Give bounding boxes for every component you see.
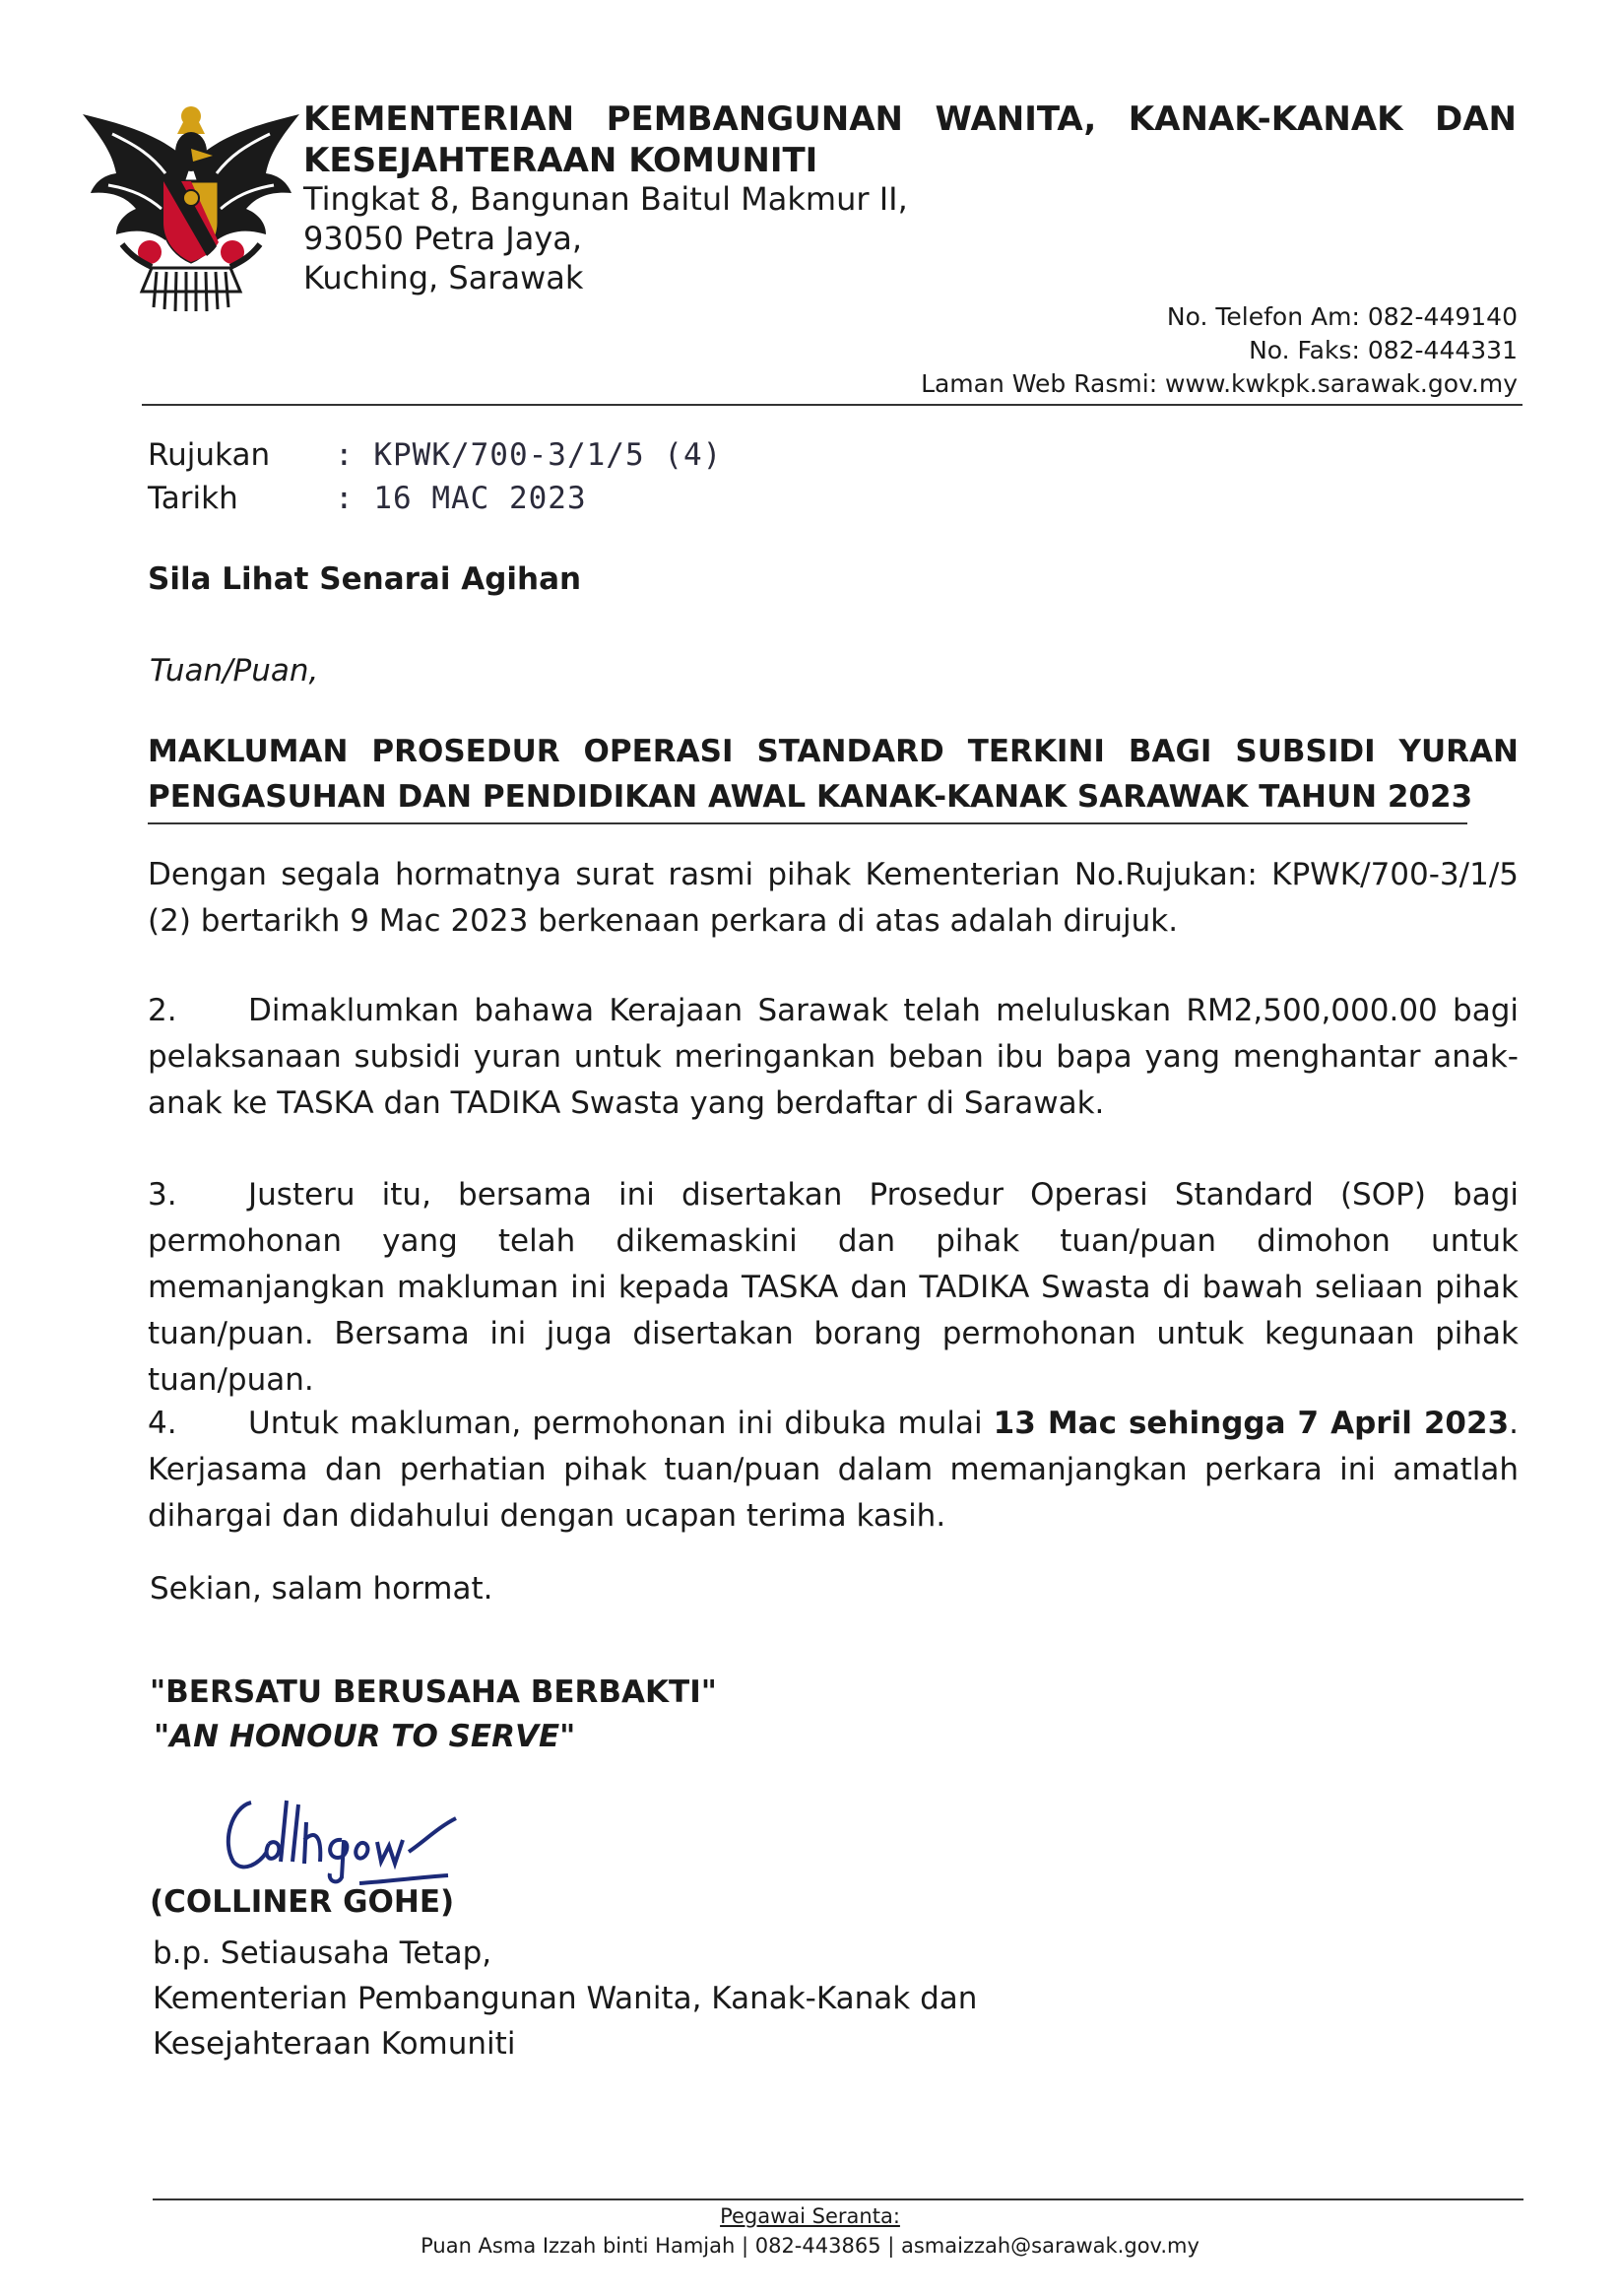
application-period: 13 Mac sehingga 7 April 2023 <box>993 1406 1510 1441</box>
fax-number: No. Faks: 082-444331 <box>1249 336 1518 364</box>
coat-of-arms-icon <box>83 95 299 313</box>
paragraph-number: 3. <box>148 1177 177 1213</box>
reference-row <box>148 433 722 477</box>
phone-number: No. Telefon Am: 082-449140 <box>1166 302 1518 331</box>
address-line: Kuching, Sarawak <box>303 259 584 296</box>
paragraph-2 <box>148 988 1519 1127</box>
ministry-word: WANITA, <box>935 99 1097 139</box>
distribution-note: Sila Lihat Senarai Agihan <box>148 561 582 597</box>
ministry-name <box>303 98 1517 181</box>
signatory-line: Kesejahteraan Komuniti <box>153 2026 516 2062</box>
contact-block <box>921 300 1518 401</box>
ministry-word: KEMENTERIAN <box>303 99 575 139</box>
signatory-name: (COLLINER GOHE) <box>150 1884 455 1920</box>
address-line: Tingkat 8, Bangunan Baitul Makmur II, <box>303 180 908 218</box>
paragraph-number: 2. <box>148 993 177 1028</box>
signatory-line: b.p. Setiausaha Tetap, <box>153 1935 492 1971</box>
signatory-line: Kementerian Pembangunan Wanita, Kanak-Kanak dan <box>153 1981 978 2016</box>
address-line: 93050 Petra Jaya, <box>303 220 583 257</box>
closing-remark: Sekian, salam hormat. <box>150 1571 493 1607</box>
signatory-title <box>153 1931 977 2066</box>
reference-label: Rujukan <box>148 437 271 473</box>
paragraph-number: 4. <box>148 1406 177 1441</box>
ministry-word: KANAK-KANAK <box>1128 99 1403 139</box>
ministry-word: PEMBANGUNAN <box>606 99 903 139</box>
subject-underline <box>148 822 1467 824</box>
date-value: : 16 MAC 2023 <box>335 481 587 516</box>
contact-officer-label: Pegawai Seranta: <box>720 2204 900 2228</box>
reference-number: : KPWK/700-3/1/5 (4) <box>335 437 723 473</box>
handwritten-signature <box>212 1783 468 1891</box>
motto-english: "AN HONOUR TO SERVE" <box>154 1719 576 1754</box>
date-label: Tarikh <box>148 481 238 516</box>
ministry-address <box>303 179 908 297</box>
subject-line2: PENGASUHAN DAN PENDIDIKAN AWAL KANAK-KANAK SARAWAK TAHUN 2023 <box>148 779 1473 815</box>
reference-block <box>148 433 722 520</box>
paragraph-text: Justeru itu, bersama ini disertakan Prosedur Operasi Standard (SOP) bagi permohonan yang telah dikemaskini dan pihak tuan/puan dimohon untuk memanjangkan makluman ini kepada TASKA dan TADIKA Swasta di bawah seliaan pihak tuan/puan. Bersama ini juga disertakan borang permohonan untuk kegunaan pihak tuan/puan. <box>148 1177 1519 1398</box>
date-row <box>148 477 722 520</box>
paragraph-text: . Kerjasama dan perhatian pihak tuan/puan dalam memanjangkan perkara ini amatlah dihargai dan didahului dengan ucapan terima kasih. <box>148 1406 1519 1534</box>
paragraph-1: Dengan segala hormatnya surat rasmi pihak Kementerian No.Rujukan: KPWK/700-3/1/5 (2) bertarikh 9 Mac 2023 berkenaan perkara di atas adalah dirujuk. <box>148 857 1519 939</box>
letter-subject <box>148 729 1519 820</box>
salutation: Tuan/Puan, <box>150 653 319 689</box>
ministry-name-line2: KESEJAHTERAAN KOMUNITI <box>303 141 818 180</box>
paragraph-4 <box>148 1401 1519 1540</box>
subject-line1: MAKLUMAN PROSEDUR OPERASI STANDARD TERKINI BAGI SUBSIDI YURAN <box>148 734 1519 769</box>
paragraph-3 <box>148 1172 1519 1404</box>
paragraph-text: Untuk makluman, permohonan ini dibuka mulai <box>248 1406 994 1441</box>
website-link[interactable]: Laman Web Rasmi: www.kwkpk.sarawak.gov.my <box>921 369 1518 398</box>
paragraph-text: Dimaklumkan bahawa Kerajaan Sarawak telah meluluskan RM2,500,000.00 bagi pelaksanaan subsidi yuran untuk meringankan beban ibu bapa yang menghantar anak-anak ke TASKA dan TADIKA Swasta yang berdaftar di Sarawak. <box>148 993 1519 1121</box>
motto-malay: "BERSATU BERUSAHA BERBAKTI" <box>150 1674 717 1710</box>
footer-divider <box>153 2198 1523 2200</box>
ministry-word: DAN <box>1434 99 1517 139</box>
contact-officer-info: Puan Asma Izzah binti Hamjah | 082-443865 | asmaizzah@sarawak.gov.my <box>421 2234 1199 2258</box>
letterhead-divider <box>142 404 1523 406</box>
ministry-name-line1 <box>303 98 1517 140</box>
